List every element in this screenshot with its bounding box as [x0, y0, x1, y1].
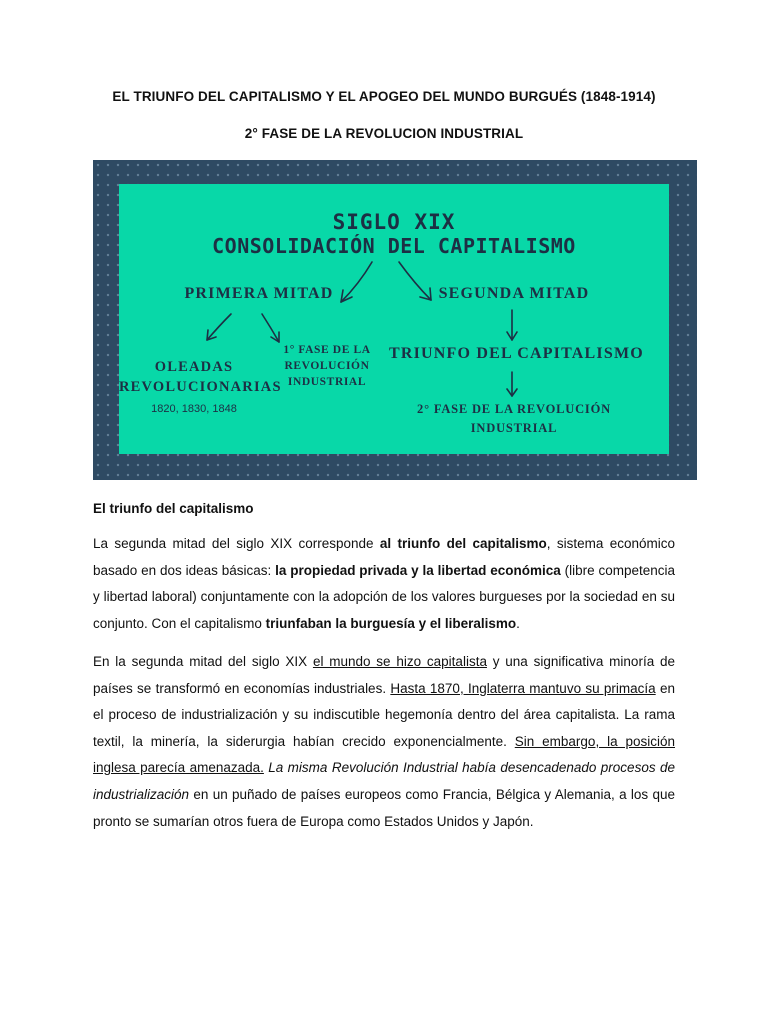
paragraph-2: [93, 649, 675, 835]
p1-bold-1: al triunfo del capitalismo: [379, 536, 547, 551]
p2-text-1: En la segunda mitad del siglo XIX: [93, 654, 313, 669]
arrow-to-primera: [341, 262, 372, 302]
p2-text-3: en el proceso de industrialización y su indiscutible hegemonía dentro del área capitalista. La rama textil, la minería, la siderurgia habían crecido exponencialmente.: [93, 680, 675, 749]
document-title: EL TRIUNFO DEL CAPITALISMO Y EL APOGEO DEL MUNDO BURGUÉS (1848-1914): [112, 89, 656, 104]
fase2-line2: INDUSTRIAL: [470, 421, 558, 435]
infographic-image: [93, 160, 697, 480]
paragraph-1: [93, 531, 675, 637]
arrow-to-oleadas: [207, 314, 231, 340]
p2-underline-1: el mundo se hizo capitalista: [312, 654, 487, 669]
oleadas-line2: REVOLUCIONARIAS: [119, 379, 282, 395]
branch-segunda-mitad: SEGUNDA MITAD: [438, 285, 590, 302]
infographic-panel: [119, 184, 669, 454]
p1-bold-2: la propiedad privada y la libertad económica: [275, 562, 561, 578]
p1-text-4: .: [516, 615, 520, 631]
p2-underline-2: Hasta 1870, Inglaterra mantuvo su primacía: [390, 680, 656, 696]
arrowhead-fase1: [271, 332, 279, 342]
figure-line1: SIGLO XIX: [332, 210, 456, 234]
p2-underline-3: Sin embargo, la posición inglesa parecía amenazada.: [93, 733, 675, 776]
document-subtitle: 2° FASE DE LA REVOLUCION INDUSTRIAL: [244, 126, 524, 141]
p2-text-2: y una significativa minoría de países se transformó en economías industriales.: [93, 654, 676, 696]
fase1-line3: INDUSTRIAL: [287, 376, 367, 388]
oleadas-line1: OLEADAS: [154, 359, 234, 375]
arrow-to-segunda: [399, 262, 431, 300]
arrow-to-fase1: [262, 314, 279, 342]
p1-text-1: La segunda mitad del siglo XIX corresponde: [93, 536, 380, 551]
p1-bold-3: triunfaban la burguesía y el liberalismo: [265, 615, 517, 631]
figure-line2: CONSOLIDACIÓN DEL CAPITALISMO: [212, 234, 576, 258]
p1-text-2: , sistema económico basado en dos ideas básicas:: [93, 536, 675, 578]
section-heading: El triunfo del capitalismo: [93, 501, 254, 516]
fase1-line1: 1° FASE DE LA: [283, 344, 371, 356]
branch-primera-mitad: PRIMERA MITAD: [184, 285, 334, 302]
oleadas-years: 1820, 1830, 1848: [151, 403, 237, 415]
p2-italic-1: La misma Revolución Industrial había desencadenado procesos de industrialización: [93, 760, 675, 802]
p1-text-3: (libre competencia y libertad laboral) conjuntamente con la adopción de los valores burgueses por la sociedad en su conjunto. Con el capitalismo: [93, 562, 675, 631]
p2-text-5: en un puñado de países europeos como Francia, Bélgica y Alemania, a los que pronto se sumarían otros fuera de Europa como Estados Unidos y Japón.: [93, 786, 675, 829]
fase1-line2: REVOLUCIÓN: [284, 360, 370, 372]
triunfo-capitalismo: TRIUNFO DEL CAPITALISMO: [389, 345, 644, 362]
fase2-line1: 2° FASE DE LA REVOLUCIÓN: [417, 402, 611, 416]
